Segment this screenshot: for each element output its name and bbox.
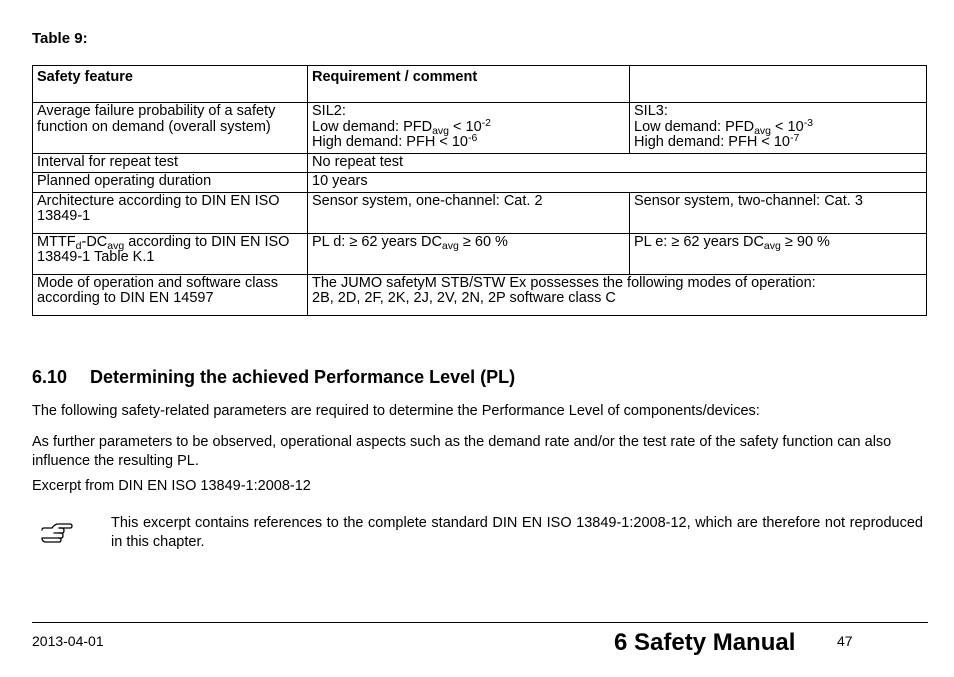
modes-line-2: 2B, 2D, 2F, 2K, 2J, 2V, 2N, 2P software class C	[312, 290, 616, 306]
safety-feature-table	[32, 65, 927, 316]
value-cell-pl-d: PL d: ≥ 62 years $DC_{avg} \ge 60$ %	[308, 233, 630, 274]
table-row	[33, 153, 927, 173]
sil3-title: SIL3:	[634, 103, 668, 119]
table-row	[33, 103, 927, 154]
feature-cell: Average failure probability of a safety function on demand (overall system)	[33, 103, 308, 154]
footer-rule	[32, 622, 928, 623]
value-cell-one-channel: Sensor system, one-channel: Cat. 2	[308, 192, 630, 233]
header-empty	[630, 66, 927, 103]
sil2-title: SIL2:	[312, 103, 346, 119]
feature-cell: Architecture according to DIN EN ISO 13849-1	[33, 192, 308, 233]
section-number: 6.10	[32, 367, 68, 387]
value-cell-two-channel: Sensor system, two-channel: Cat. 3	[630, 192, 927, 233]
paragraph: Excerpt from DIN EN ISO 13849-1:2008-12	[32, 478, 311, 494]
table-row	[33, 274, 927, 315]
feature-cell: Planned operating duration	[33, 173, 308, 193]
table-caption: Table 9:	[32, 30, 88, 47]
value-cell-pl-e: PL e: ≥ 62 years $DC_{avg} \ge 90$ %	[630, 233, 927, 274]
value-cell: No repeat test	[308, 153, 927, 173]
feature-cell: Interval for repeat test	[33, 153, 308, 173]
sil2-high-demand: High demand: PFH < $10^{-6}$	[312, 132, 478, 150]
paragraph: As further parameters to be observed, operational aspects such as the demand rate and/or the test rate of the safety function can also influence the resulting PL.	[32, 434, 892, 469]
sil2-cell	[308, 103, 630, 154]
footer-chapter-title: 6 Safety Manual	[614, 629, 796, 656]
header-requirement: Requirement / comment	[308, 66, 630, 103]
table-row	[33, 173, 927, 193]
sil3-cell	[630, 103, 927, 154]
table-header-row	[33, 66, 927, 103]
section-heading	[32, 367, 515, 388]
modes-line-1: The JUMO safetyM STB/STW Ex possesses the following modes of operation:	[312, 274, 816, 291]
value-cell: 10 years	[308, 173, 927, 193]
paragraph: The following safety-related parameters are required to determine the Performance Level of components/devices:	[32, 403, 760, 419]
table-row	[33, 233, 927, 274]
sil3-high-demand: High demand: PFH < $10^{-7}$	[634, 132, 800, 150]
footer-page-number: 47	[837, 633, 853, 649]
note-text: This excerpt contains references to the complete standard DIN EN ISO 13849-1:2008-12, which are therefore not reproduced in this chapter.	[111, 515, 923, 550]
feature-cell: $MTTF_d-DC_{avg}$ according to DIN EN ISO 13849-1 Table K.1	[33, 233, 308, 274]
sil3-low-demand: Low demand: $PFD_{avg} < 10^{-3}$	[634, 116, 814, 137]
feature-cell: Mode of operation and software class according to DIN EN 14597	[33, 274, 308, 315]
value-cell	[308, 274, 927, 315]
table-row	[33, 192, 927, 233]
footer-date: 2013-04-01	[32, 633, 104, 649]
sil2-low-demand: Low demand: $PFD_{avg} < 10^{-2}$	[312, 116, 492, 137]
header-safety-feature: Safety feature	[33, 66, 308, 103]
section-title: Determining the achieved Performance Level (PL)	[90, 367, 516, 387]
pointing-hand-icon	[40, 522, 74, 544]
